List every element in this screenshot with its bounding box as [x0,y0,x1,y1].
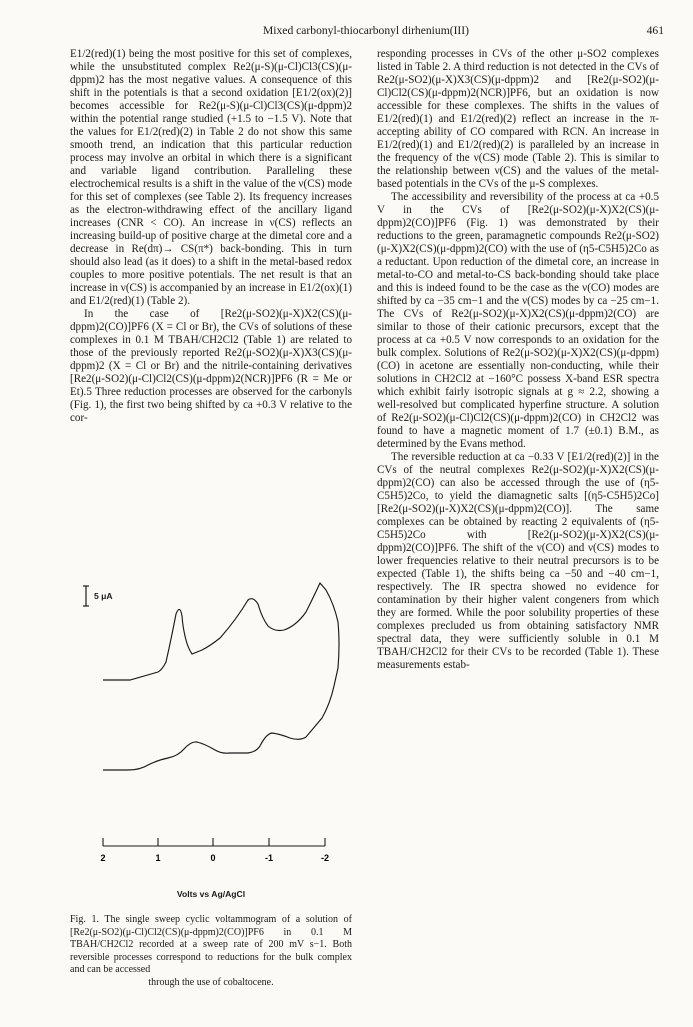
right-paragraph-2: The accessibility and reversibility of the process at ca +0.5 V in the CVs of [Re2(μ-SO2)(μ-X)X2(CS)(μ-dppm)2(CO)]PF6 (Fig. 1) was demonstrated by their reductions to the green, paramagnetic compounds Re2(μ-SO2)(μ-X)X2(CS)(μ-dppm)2(CO) with the use of (η5-C5H5)2Co as a reductant. Upon reduction of the dimetal core, an increase in metal-to-CO and metal-to-CS back-bonding should take place and this is indeed found to be the case as the ν(CO) modes are shifted by ca −35 cm−1 and the ν(CS) modes by ca −25 cm−1. The CVs of Re2(μ-SO2)(μ-X)X2(CS)(μ-dppm)2(CO) are similar to those of their cationic precursors, except that the process at ca +0.5 V now corresponds to an oxidation for the bulk complex. Solutions of Re2(μ-SO2)(μ-X)X2(CS)(μ-dppm)(CO) in acetone are essentially non-conducting, while their solutions in CH2Cl2 at −160°C possess X-band ESR spectra which exhibit fairly isotropic signals at g ≈ 2.2, showing a well-resolved but complicated hyperfine structure. A solution of Re2(μ-SO2)(μ-Cl)Cl2(CS)(μ-dppm)2(CO) in CH2Cl2 was found to have a magnetic moment of 1.7 (±0.1) B.M., as determined by the Evans method. [377,191,659,450]
tick-label: 0 [210,853,216,863]
tick-label: -2 [320,853,330,863]
running-title: Mixed carbonyl-thiocarbonyl dirhenium(III) [262,24,470,37]
x-axis-label: Volts vs Ag/AgCl [176,889,246,899]
tick-label: -1 [264,853,274,863]
running-header [68,24,664,40]
x-axis-ticks [103,838,325,846]
cyclic-voltammogram [70,520,352,890]
cv-trace [103,583,339,770]
caption-text: Fig. 1. The single sweep cyclic voltammogram of a solution of [Re2(μ-SO2)(μ-Cl)Cl2(CS)(μ-dppm)2(CO)]PF6 in 0.1 M TBAH/CH2Cl2 recorded at a sweep rate of 200 mV s−1. Both reversible processes correspond to reductions for the bulk complex and can be accessed [70,914,352,976]
left-paragraph-1: E1/2(red)(1) being the most positive for this set of complexes, while the unsubstituted complex Re2(μ-S)(μ-Cl)Cl3(CS)(μ-dppm)2 has the most negative values. A consequence of this shift in the potentials is that a second oxidation [E1/2(ox)(2)] becomes accessible for Re2(μ-S)(μ-Cl)Cl3(CS)(μ-dppm)2 within the potential range studied (+1.5 to −1.5 V). Note that the values for E1/2(red)(2) in Table 2 do not show this same smooth trend, an indication that this particular reduction process may involve an orbital in which there is a significant and variable ligand contribution. Paralleling these electrochemical results is a shift in the value of the ν(CS) mode for this set of complexes (see Table 2). Its frequency increases as the electron-withdrawing effect of the ancillary ligand increases (CNR < CO). An increase in ν(CS) reflects an increasing build-up of positive charge at the dimetal core and a decrease in Re(dπ)→ CS(π*) back-bonding. This in turn should also lead (as it does) to a shift in the metal-based redox couples to more positive potentials. The net result is that an increase in ν(CS) is accompanied by an increase in E1/2(ox)(1) and E1/2(red)(1) (Table 2). [70,48,352,307]
right-paragraph-1: responding processes in CVs of the other μ-SO2 complexes listed in Table 2. A third reduction is not detected in the CVs of Re2(μ-SO2)(μ-X)X3(CS)(μ-dppm)2 and [Re2(μ-SO2)(μ-Cl)Cl2(CS)(μ-dppm)2(NCR)]PF6, but an oxidation is now accessible for these complexes. The shifts in the values of E1/2(red)(1) and E1/2(red)(2) reflect an increase in the π-accepting ability of CO compared with RCN. An increase in E1/2(red)(1) and E1/2(red)(2) is paralleled by an increase in the frequency of the ν(CS) mode (Table 2). This is similar to the relationship between ν(CS) and the values of the metal-based potentials in the CVs of the μ-S complexes. [377,48,659,190]
tick-label: 2 [100,853,106,863]
figure-1 [70,520,352,1018]
page-number: 461 [646,24,664,37]
right-column [377,48,659,1014]
tick-label: 1 [155,853,161,863]
left-paragraph-2: In the case of [Re2(μ-SO2)(μ-X)X2(CS)(μ-dppm)2(CO)]PF6 (X = Cl or Br), the CVs of solutions of these complexes in 0.1 M TBAH/CH2Cl2 (Table 1) are related to those of the previously reported Re2(μ-SO2)(μ-X)X3(CS)(μ-dppm)2 (X = Cl or Br) and the nitrile-containing derivatives [Re2(μ-SO2)(μ-Cl)Cl2(CS)(μ-dppm)2(NCR)]PF6 (R = Me or Et).5 Three reduction processes are observed for the carbonyls (Fig. 1), the first two being shifted by ca +0.3 V relative to the cor- [70,308,352,424]
caption-last-line: through the use of cobaltocene. [148,976,274,988]
scale-bar-label: 5 μA [94,591,113,601]
figure-caption [70,914,352,990]
scale-bar [83,586,89,606]
left-column [70,48,352,425]
right-paragraph-3: The reversible reduction at ca −0.33 V [E1/2(red)(2)] in the CVs of the neutral complexes Re2(μ-SO2)(μ-X)X2(CS)(μ-dppm)2(CO) can also be accessed through the use of (η5-C5H5)2Co, to yield the diamagnetic salts [(η5-C5H5)2Co][Re2(μ-SO2)(μ-X)X2(CS)(μ-dppm)2(CO)]. The same complexes can be obtained by reacting 2 equivalents of (η5-C5H5)2Co with [Re2(μ-SO2)(μ-X)X2(CS)(μ-dppm)2(CO)]PF6. The shift of the ν(CO) and ν(CS) modes to lower frequencies relative to their neutral precursors is to be expected (Table 1), the shifts being ca −50 and −40 cm−1, respectively. The IR spectra showed no evidence for contamination by their higher valent congeners from which they are formed. While the poor solubility properties of these complexes precluded us from obtaining satisfactory NMR spectral data, they were sufficiently soluble in 0.1 M TBAH/CH2Cl2 for their CVs to be recorded (Table 1). These measurements estab- [377,451,659,671]
